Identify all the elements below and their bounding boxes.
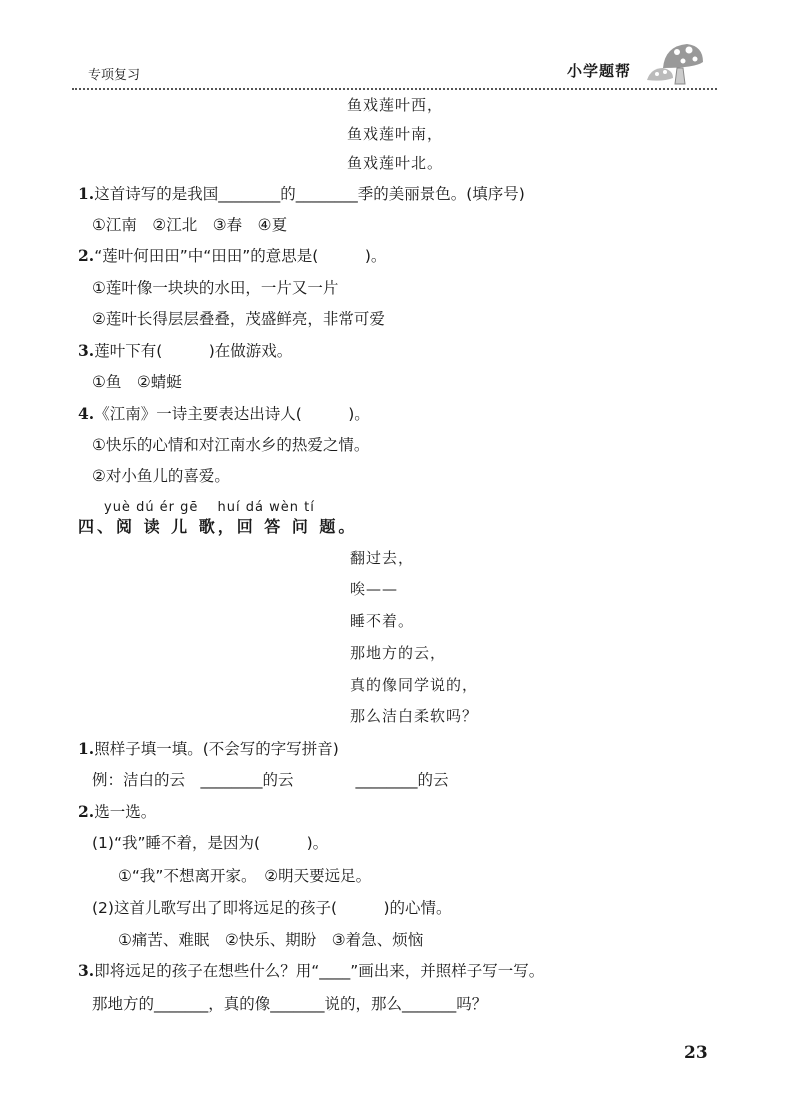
question-3-text: 莲叶下有( )在做游戏。 xyxy=(94,342,293,360)
mushroom-icon xyxy=(645,38,705,88)
question-2 xyxy=(78,244,386,266)
question-1-number: 1. xyxy=(78,184,95,203)
question-2-option-1: ①莲叶像一块块的水田，一片又一片 xyxy=(92,279,339,297)
question-1 xyxy=(78,182,525,204)
section-4-question-1 xyxy=(78,737,339,759)
question-1-options: ①江南 ②江北 ③春 ④夏 xyxy=(92,216,288,234)
section-4-question-2-number: 2. xyxy=(78,802,95,821)
question-3-options: ①鱼 ②蜻蜓 xyxy=(92,373,182,391)
question-4-option-1: ①快乐的心情和对江南水乡的热爱之情。 xyxy=(92,436,370,454)
poem1-line-2: 鱼戏莲叶南， xyxy=(347,125,444,143)
section-4-question-2-sub-2: (2)这首儿歌写出了即将远足的孩子( )的心情。 xyxy=(92,899,452,917)
section-4-pinyin: yuè dú ér gē huí dá wèn tí xyxy=(104,500,315,515)
question-2-number: 2. xyxy=(78,246,95,265)
question-4-option-2: ②对小鱼儿的喜爱。 xyxy=(92,467,230,485)
section-4-question-2-sub-1-options: ①“我”不想离开家。 ②明天要远足。 xyxy=(118,867,372,885)
section-4-question-1-text: 照样子填一填。(不会写的字写拼音) xyxy=(94,740,339,758)
section-4-question-1-number: 1. xyxy=(78,739,95,758)
poem2-line-2: 唉—— xyxy=(350,580,399,598)
poem1-line-1: 鱼戏莲叶西， xyxy=(347,96,444,114)
section-4-question-2-text: 选一选。 xyxy=(94,803,157,821)
poem2-line-4: 那地方的云， xyxy=(350,644,447,662)
question-4-number: 4. xyxy=(78,404,95,423)
poem2-line-1: 翻过去， xyxy=(350,549,415,567)
poem2-line-6: 那么洁白柔软吗？ xyxy=(350,707,479,725)
question-3 xyxy=(78,339,292,361)
poem2-line-3: 睡不着。 xyxy=(350,612,415,630)
section-4-question-2-sub-1: (1)“我”睡不着，是因为( )。 xyxy=(92,834,329,852)
question-4 xyxy=(78,402,370,424)
header-divider xyxy=(72,88,717,90)
question-1-text: 这首诗写的是我国________的________季的美丽景色。(填序号) xyxy=(94,185,525,203)
page-number: 23 xyxy=(684,1043,708,1063)
poem1-line-3: 鱼戏莲叶北。 xyxy=(347,154,444,172)
question-3-number: 3. xyxy=(78,341,95,360)
section-4-question-3-number: 3. xyxy=(78,961,95,980)
section-4-question-3-fill: 那地方的_______，真的像_______说的，那么_______吗？ xyxy=(92,995,488,1013)
section-4-question-2-sub-2-options: ①痛苦、难眠 ②快乐、期盼 ③着急、烦恼 xyxy=(118,931,424,949)
question-4-text: 《江南》一诗主要表达出诗人( )。 xyxy=(94,405,370,423)
header-brand: 小学题帮 xyxy=(567,62,632,80)
section-4-question-3-text: 即将远足的孩子在想些什么？用“____”画出来，并照样子写一写。 xyxy=(94,962,545,980)
section-4-question-1-example: 例：洁白的云 ________的云 ________的云 xyxy=(92,771,449,789)
section-4-question-3 xyxy=(78,959,544,981)
header-section-label: 专项复习 xyxy=(88,68,141,83)
question-2-text: “莲叶何田田”中“田田”的意思是( )。 xyxy=(94,247,387,265)
question-2-option-2: ②莲叶长得层层叠叠，茂盛鲜亮，非常可爱 xyxy=(92,310,385,328)
section-4-title: 四、阅 读 儿 歌，回 答 问 题。 xyxy=(78,517,358,536)
poem2-line-5: 真的像同学说的， xyxy=(350,676,479,694)
section-4-question-2 xyxy=(78,800,156,822)
